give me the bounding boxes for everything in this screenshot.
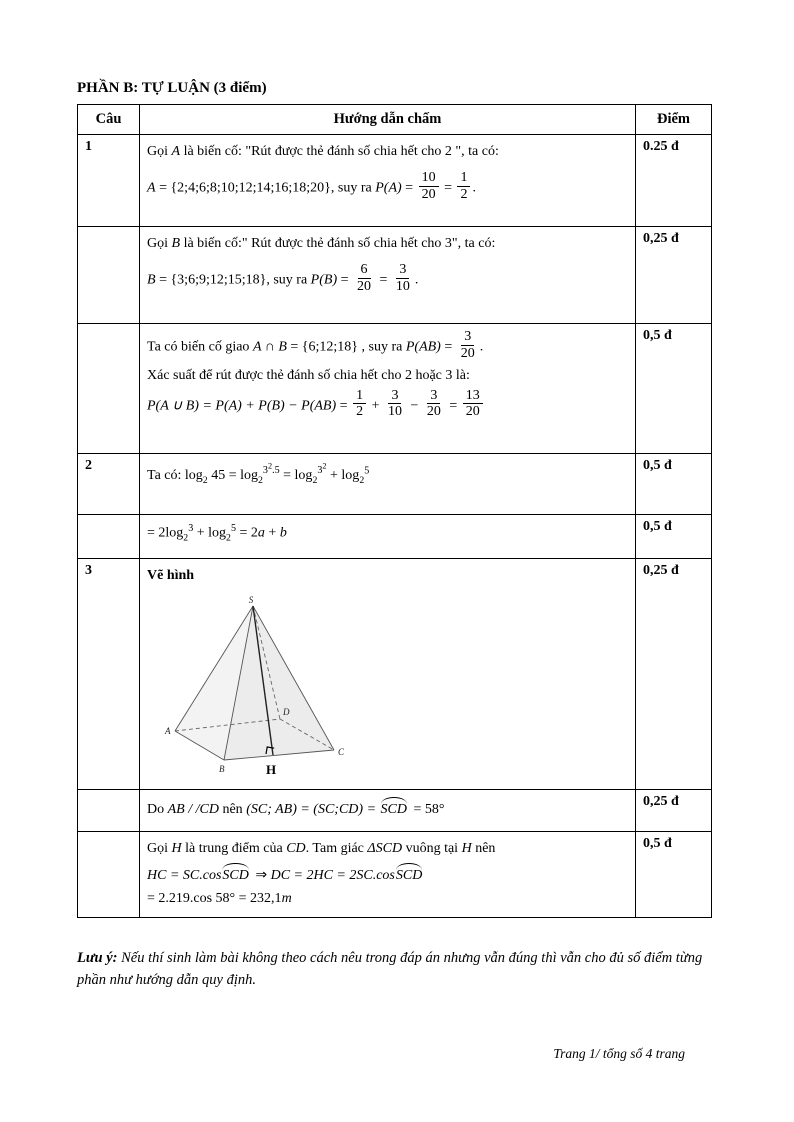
r1-cau: 1 [78,135,140,227]
r3-content [140,324,636,454]
math-var: b [279,525,287,541]
numerator: 13 [463,388,483,405]
math-var: B [171,236,181,251]
label-A: A [165,726,171,737]
angle-arc: SCD [395,863,425,886]
log-symbol: log [165,525,184,541]
table-header-row [78,105,712,135]
table-row [78,135,712,227]
r5-points: 0,5 đ [636,515,712,559]
r5-content [140,515,636,559]
math-num: 3 [317,465,323,477]
implies-symbol: ⇒ [251,867,271,883]
log-arg: 3 [188,523,194,534]
angle-arc: SCD [221,863,251,886]
r8-cau [78,832,140,918]
math-expr: DC = 2HC = 2SC.cos [270,867,395,883]
log-base: 2 [183,532,189,544]
text-run: . [414,272,419,288]
text-run: là biến cố:" Rút được thẻ đánh số chia hết cho 3", ta có: [180,236,496,251]
label-C: C [338,747,345,758]
text-run: + [326,468,342,484]
text-run: Gọi [147,236,172,251]
pyramid-figure [159,594,369,780]
denominator: 20 [460,345,475,361]
text-run: = [337,272,353,288]
math-var: A [147,180,156,196]
log-symbol: log [294,468,313,484]
r6-title [147,566,628,586]
text-run: = 2.219.cos 58° = 232,1 [147,890,282,906]
r6-content [140,559,636,790]
fraction [458,329,478,361]
r7-cau [78,790,140,832]
header-diem: Điểm [636,105,712,135]
denominator: 10 [387,404,402,420]
math-var: P(B) [310,272,338,288]
r2-points: 0,25 đ [636,227,712,324]
math-expr: ΔSCD [367,841,403,857]
math-var: H [171,841,182,857]
math-expr: (SC; AB) = (SC;CD) = [246,802,380,818]
exponent: 2 [322,462,327,471]
text-run: = [440,180,456,196]
log-base: 2 [226,532,231,544]
text-run: 45 = [207,468,241,484]
r3-cau [78,324,140,454]
math-var: P(A) [375,180,402,196]
log-symbol: log [184,468,203,484]
denominator: 2 [356,404,364,420]
grading-table [77,104,712,918]
log-base: 2 [312,474,318,486]
text-run: vuông tại [402,841,462,857]
r7-points: 0,25 đ [636,790,712,832]
log-base: 2 [258,474,263,486]
r6-points: 0,25 đ [636,559,712,790]
fraction [393,262,413,294]
r8-line3 [147,889,628,909]
math-var: a [257,525,265,541]
text-run: = [376,272,391,288]
r2-line2 [147,264,628,296]
r3-line3 [147,387,628,422]
math-expr: HC = SC.cos [147,867,222,883]
r7-content [140,790,636,832]
r1-line2 [147,172,628,204]
footer-note [77,948,725,992]
r4-points: 0,5 đ [636,454,712,515]
r7-line1 [147,797,628,820]
text-run: là biến cố: "Rút được thẻ đánh số chia hết cho 2 ", ta có: [180,144,499,159]
text-run: nên [471,841,496,857]
fraction [463,388,483,420]
text-run: = {3;6;9;12;15;18}, suy ra [155,272,311,288]
log-symbol: log [208,525,227,541]
numerator: 3 [427,388,440,405]
r3-points: 0,5 đ [636,324,712,454]
text-run: Ta có biến cố giao [147,339,253,355]
table-row [78,832,712,918]
log-symbol: log [240,468,258,484]
numerator: 3 [388,388,401,405]
header-cau: Câu [78,105,140,135]
note-text: Nếu thí sinh làm bài không theo cách nêu trong đáp án nhưng vẫn đúng thì vẫn cho đủ số điểm từng phần như hướng dẫn quy định. [77,950,703,988]
text-run: − [406,398,422,414]
numerator: 6 [358,262,371,279]
text-run: . [479,339,484,355]
math-var: m [281,890,292,906]
log-arg: 5 [364,465,370,477]
log-arg [317,462,327,477]
numerator: 1 [353,388,366,405]
math-num: 3 [262,465,268,477]
math-var: A [171,144,181,159]
fraction [354,262,374,294]
r2-line1 [147,234,628,254]
text-run: = [279,468,295,484]
text-run: Gọi [147,841,172,857]
math-expr: A ∩ B [252,339,287,355]
math-num: .5 [272,465,280,477]
r2-cau [78,227,140,324]
table-row [78,454,712,515]
numerator: 1 [457,170,470,187]
text-run: . [472,180,476,196]
label-B: B [219,764,225,775]
text-run: = {6;12;18} , suy ra [286,339,406,355]
r8-content [140,832,636,918]
r3-line2 [147,366,628,386]
numerator: 3 [396,262,409,279]
denominator: 20 [426,404,441,420]
denominator: 20 [357,278,372,294]
note-label: Lưu ý: [77,950,118,966]
r5-cau [78,515,140,559]
r8-line2 [147,863,628,886]
text-run: = 58° [409,802,445,818]
exponent: 2 [267,462,273,471]
r1-content [140,135,636,227]
text-run: = [440,339,456,355]
fraction [424,388,444,420]
r4-line1 [147,461,628,488]
math-expr: AB / /CD [167,802,219,818]
text-run: = [445,398,461,414]
text-run: + [368,398,383,414]
fraction [457,170,470,202]
math-var: B [147,272,156,288]
log-symbol: log [341,468,360,484]
denominator: 20 [421,186,436,202]
text-run: Do [147,802,168,818]
text-run: = {2;4;6;8;10;12;14;16;18;20}, suy ra [155,180,376,196]
r1-line1 [147,142,628,162]
table-row [78,324,712,454]
text-run: nên [218,802,247,818]
table-row [78,515,712,559]
r8-line1 [147,839,628,859]
text-run: . Tam giác [305,841,368,857]
r4-content [140,454,636,515]
math-var: CD [286,841,306,857]
text-run: = [401,180,417,196]
fraction [353,388,366,420]
text-run: + [264,525,280,541]
page-title: PHẦN B: TỰ LUẬN (3 điểm) [77,80,267,96]
text-run: Ta có: [147,468,185,484]
log-base: 2 [202,474,208,486]
r2-content [140,227,636,324]
log-base: 2 [359,474,365,486]
label-S: S [248,595,254,606]
numerator: 10 [419,170,439,187]
text-run: + [193,525,209,541]
math-var: P(AB) [405,339,441,355]
denominator: 2 [460,186,468,202]
r3-line1 [147,331,628,363]
r4-cau: 2 [78,454,140,515]
r5-line1 [147,522,628,546]
figure-wrap [159,594,628,785]
log-arg [262,462,280,477]
r8-points: 0,5 đ [636,832,712,918]
text-run: Gọi [147,144,172,159]
label-D: D [283,707,290,718]
denominator: 10 [395,278,410,294]
table-row [78,559,712,790]
numerator: 3 [461,329,474,346]
text-run: = 2 [147,525,166,541]
text-run: Xác suất để rút được thẻ đánh số chia hết cho 2 hoặc 3 là: [147,368,470,384]
denominator: 20 [465,404,480,420]
text-run: = [336,398,352,414]
fraction [385,388,405,420]
text-run: là trung điểm của [181,841,287,857]
figure-caption: Vẽ hình [147,568,195,583]
table-row [78,227,712,324]
label-H: H [266,762,277,778]
r6-cau: 3 [78,559,140,790]
page-number: Trang 1/ tổng số 4 trang [553,1046,685,1061]
table-row [78,790,712,832]
math-var: H [461,841,472,857]
fraction [419,170,439,202]
angle-arc: SCD [380,797,410,820]
text-run: = 2 [236,525,258,541]
pyramid-faces [175,606,334,760]
math-expr: P(A ∪ B) = P(A) + P(B) − P(AB) [147,398,337,414]
log-arg: 5 [230,523,236,534]
r1-points: 0.25 đ [636,135,712,227]
header-huong-dan: Hướng dẫn chấm [140,105,636,135]
